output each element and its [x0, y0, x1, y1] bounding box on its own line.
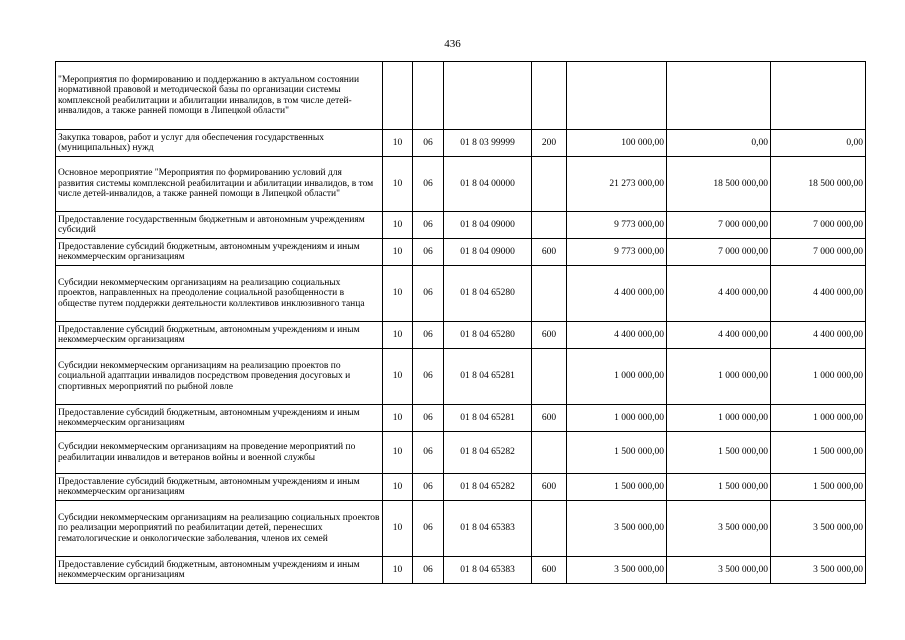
- cell-subsection: 06: [413, 130, 444, 157]
- cell-expense-type: [532, 62, 567, 130]
- cell-expense-type: [532, 432, 567, 474]
- cell-amount-3: 1 000 000,00: [771, 349, 866, 405]
- cell-amount-3: 3 500 000,00: [771, 501, 866, 557]
- table-body: [56, 62, 866, 584]
- cell-amount-2: [667, 62, 771, 130]
- cell-section: 10: [383, 432, 413, 474]
- cell-subsection: 06: [413, 266, 444, 322]
- cell-subsection: 06: [413, 322, 444, 349]
- cell-subsection: 06: [413, 212, 444, 239]
- cell-amount-1: 100 000,00: [567, 130, 667, 157]
- cell-target-article: 01 8 03 99999: [444, 130, 532, 157]
- table-row: [56, 557, 866, 584]
- cell-expense-type: 600: [532, 239, 567, 266]
- cell-amount-1: 1 500 000,00: [567, 474, 667, 501]
- cell-section: [383, 62, 413, 130]
- cell-subsection: 06: [413, 557, 444, 584]
- cell-target-article: 01 8 04 65383: [444, 501, 532, 557]
- cell-amount-3: 7 000 000,00: [771, 212, 866, 239]
- cell-name: Предоставление субсидий бюджетным, автономным учреждениям и иным некоммерческим организациям: [56, 474, 383, 501]
- cell-target-article: 01 8 04 00000: [444, 157, 532, 212]
- cell-amount-3: 4 400 000,00: [771, 266, 866, 322]
- cell-target-article: 01 8 04 65281: [444, 405, 532, 432]
- cell-name: Предоставление государственным бюджетным и автономным учреждениям субсидий: [56, 212, 383, 239]
- cell-expense-type: 600: [532, 557, 567, 584]
- cell-subsection: 06: [413, 349, 444, 405]
- cell-amount-1: 4 400 000,00: [567, 266, 667, 322]
- cell-amount-2: 3 500 000,00: [667, 557, 771, 584]
- cell-amount-2: 4 400 000,00: [667, 266, 771, 322]
- cell-amount-1: 4 400 000,00: [567, 322, 667, 349]
- cell-target-article: 01 8 04 65282: [444, 474, 532, 501]
- cell-section: 10: [383, 557, 413, 584]
- cell-target-article: 01 8 04 09000: [444, 212, 532, 239]
- cell-name: Предоставление субсидий бюджетным, автономным учреждениям и иным некоммерческим организациям: [56, 405, 383, 432]
- cell-section: 10: [383, 130, 413, 157]
- cell-expense-type: [532, 501, 567, 557]
- cell-amount-2: 1 000 000,00: [667, 405, 771, 432]
- cell-amount-1: 3 500 000,00: [567, 557, 667, 584]
- cell-name: Закупка товаров, работ и услуг для обеспечения государственных (муниципальных) нужд: [56, 130, 383, 157]
- cell-name: Субсидии некоммерческим организациям на реализацию социальных проектов, направленных на преодоление социальной разобщенности в обществе путем поддержки деятельности коллективов инклюзивного танца: [56, 266, 383, 322]
- cell-expense-type: 200: [532, 130, 567, 157]
- cell-amount-2: 4 400 000,00: [667, 322, 771, 349]
- table-row: [56, 62, 866, 130]
- cell-amount-1: 1 000 000,00: [567, 349, 667, 405]
- table-row: [56, 266, 866, 322]
- cell-subsection: 06: [413, 239, 444, 266]
- cell-name: Основное мероприятие "Мероприятия по формированию условий для развития системы комплексной реабилитации и абилитации инвалидов, в том числе детей-инвалидов, а также ранней помощи в Липецкой области": [56, 157, 383, 212]
- cell-subsection: 06: [413, 432, 444, 474]
- cell-amount-3: 7 000 000,00: [771, 239, 866, 266]
- cell-amount-2: 1 500 000,00: [667, 432, 771, 474]
- cell-section: 10: [383, 266, 413, 322]
- cell-name: "Мероприятия по формированию и поддержанию в актуальном состоянии нормативной правовой и методической базы по организации системы комплексной реабилитации и абилитации инвалидов, в том числе детей-инвалидов, а также ранней помощи в Липецкой области": [56, 62, 383, 130]
- cell-amount-3: 0,00: [771, 130, 866, 157]
- cell-section: 10: [383, 405, 413, 432]
- cell-amount-1: 3 500 000,00: [567, 501, 667, 557]
- cell-expense-type: 600: [532, 405, 567, 432]
- table-row: [56, 349, 866, 405]
- cell-amount-1: 9 773 000,00: [567, 212, 667, 239]
- cell-section: 10: [383, 239, 413, 266]
- cell-subsection: 06: [413, 157, 444, 212]
- table-row: [56, 322, 866, 349]
- cell-target-article: 01 8 04 65280: [444, 322, 532, 349]
- cell-subsection: [413, 62, 444, 130]
- cell-section: 10: [383, 349, 413, 405]
- cell-name: Субсидии некоммерческим организациям на проведение мероприятий по реабилитации инвалидов и ветеранов войны и военной службы: [56, 432, 383, 474]
- table-row: [56, 474, 866, 501]
- cell-amount-3: 4 400 000,00: [771, 322, 866, 349]
- cell-amount-2: 7 000 000,00: [667, 239, 771, 266]
- cell-section: 10: [383, 322, 413, 349]
- cell-target-article: 01 8 04 65282: [444, 432, 532, 474]
- cell-name: Субсидии некоммерческим организациям на реализацию социальных проектов по реализации мероприятий по реабилитации детей, перенесших гематологические и онкологические заболевания, членов их семей: [56, 501, 383, 557]
- cell-subsection: 06: [413, 405, 444, 432]
- cell-amount-2: 1 500 000,00: [667, 474, 771, 501]
- cell-section: 10: [383, 157, 413, 212]
- cell-amount-3: 1 000 000,00: [771, 405, 866, 432]
- cell-amount-1: 21 273 000,00: [567, 157, 667, 212]
- cell-amount-1: 1 500 000,00: [567, 432, 667, 474]
- cell-target-article: 01 8 04 65281: [444, 349, 532, 405]
- table-row: [56, 501, 866, 557]
- table-row: [56, 212, 866, 239]
- cell-amount-2: 1 000 000,00: [667, 349, 771, 405]
- cell-amount-3: 1 500 000,00: [771, 432, 866, 474]
- cell-section: 10: [383, 474, 413, 501]
- cell-target-article: 01 8 04 65383: [444, 557, 532, 584]
- cell-amount-2: 7 000 000,00: [667, 212, 771, 239]
- table-row: [56, 432, 866, 474]
- cell-amount-1: [567, 62, 667, 130]
- page-number: 436: [444, 38, 461, 50]
- cell-name: Предоставление субсидий бюджетным, автономным учреждениям и иным некоммерческим организациям: [56, 557, 383, 584]
- cell-section: 10: [383, 212, 413, 239]
- cell-section: 10: [383, 501, 413, 557]
- cell-target-article: 01 8 04 09000: [444, 239, 532, 266]
- cell-expense-type: [532, 212, 567, 239]
- table-row: [56, 157, 866, 212]
- table-row: [56, 130, 866, 157]
- cell-subsection: 06: [413, 501, 444, 557]
- cell-name: Предоставление субсидий бюджетным, автономным учреждениям и иным некоммерческим организациям: [56, 239, 383, 266]
- cell-target-article: [444, 62, 532, 130]
- cell-name: Предоставление субсидий бюджетным, автономным учреждениям и иным некоммерческим организациям: [56, 322, 383, 349]
- cell-name: Субсидии некоммерческим организациям на реализацию проектов по социальной адаптации инвалидов посредством проведения досуговых и спортивных мероприятий по рыбной ловле: [56, 349, 383, 405]
- cell-target-article: 01 8 04 65280: [444, 266, 532, 322]
- budget-table: [55, 61, 866, 584]
- cell-amount-2: 3 500 000,00: [667, 501, 771, 557]
- table-row: [56, 239, 866, 266]
- cell-expense-type: [532, 266, 567, 322]
- cell-amount-3: 3 500 000,00: [771, 557, 866, 584]
- cell-expense-type: [532, 157, 567, 212]
- cell-amount-2: 18 500 000,00: [667, 157, 771, 212]
- cell-amount-1: 9 773 000,00: [567, 239, 667, 266]
- cell-amount-1: 1 000 000,00: [567, 405, 667, 432]
- cell-amount-2: 0,00: [667, 130, 771, 157]
- cell-amount-3: 1 500 000,00: [771, 474, 866, 501]
- cell-expense-type: 600: [532, 474, 567, 501]
- cell-subsection: 06: [413, 474, 444, 501]
- cell-amount-3: [771, 62, 866, 130]
- cell-expense-type: [532, 349, 567, 405]
- cell-amount-3: 18 500 000,00: [771, 157, 866, 212]
- cell-expense-type: 600: [532, 322, 567, 349]
- table-row: [56, 405, 866, 432]
